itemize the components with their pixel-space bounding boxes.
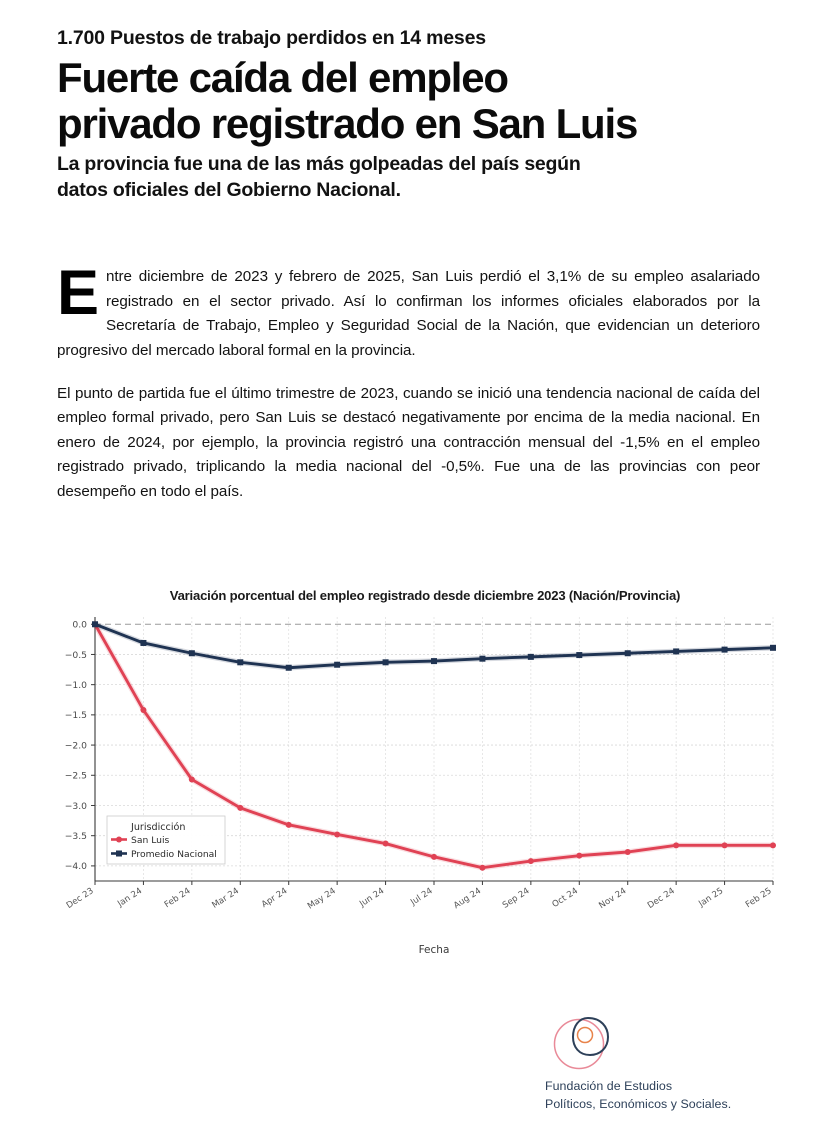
- y-axis-tick-label: −3.0: [64, 800, 87, 812]
- data-point-marker: [431, 854, 437, 860]
- logo-circles-icon: [552, 1010, 622, 1072]
- foundation-name: [545, 1078, 795, 1113]
- x-axis-tick-label: Apr 24: [259, 886, 290, 911]
- x-axis-tick-label: Dec 24: [645, 886, 677, 912]
- y-axis-tick-label: −3.5: [64, 830, 87, 842]
- data-point-marker: [334, 831, 340, 837]
- chart-title: Variación porcentual del empleo registrado desde diciembre 2023 (Nación/Provincia): [169, 588, 681, 603]
- footer-logo-block: [545, 1010, 795, 1113]
- y-axis-tick-label: −2.0: [64, 740, 87, 752]
- paragraph-1: [57, 258, 760, 364]
- line-chart-svg: [45, 609, 785, 954]
- data-point-marker: [528, 654, 534, 660]
- data-point-marker: [722, 842, 728, 848]
- chart-container: [45, 588, 785, 958]
- x-axis-tick-label: Jan 24: [116, 886, 145, 910]
- data-point-marker: [92, 621, 98, 627]
- foundation-logo-icon: [552, 1010, 622, 1072]
- data-point-marker: [625, 650, 631, 656]
- x-axis-tick-label: Oct 24: [550, 886, 580, 911]
- data-point-marker: [431, 658, 437, 664]
- data-point-marker: [237, 659, 243, 665]
- legend-marker: [116, 851, 122, 857]
- data-point-marker: [479, 865, 485, 871]
- headline-line-2: privado registrado en San Luis: [57, 99, 638, 147]
- x-axis-tick-label: Jun 24: [358, 886, 387, 910]
- data-point-marker: [479, 656, 485, 662]
- x-axis-tick-label: Jan 25: [697, 886, 726, 910]
- foundation-name-line-2: Políticos, Económicos y Sociales.: [545, 1096, 732, 1111]
- x-axis-tick-label: Nov 24: [597, 886, 629, 912]
- standfirst-line-1: La provincia fue una de las más golpeadas del país según: [57, 153, 581, 176]
- data-point-marker: [383, 841, 389, 847]
- paragraph-1-text: ntre diciembre de 2023 y febrero de 2025, San Luis perdió el 3,1% de su empleo asalariado registrado en el sector privado. Así lo confirman los informes oficiales elaborados por la Secretaría de Trabajo, Empleo y Seguridad Social de la Nación, que evidencian un deterioro progresivo del mercado laboral formal en la provincia.: [57, 268, 760, 359]
- x-axis-tick-label: Sep 24: [500, 886, 532, 911]
- legend-marker: [116, 837, 122, 843]
- paragraph-2: El punto de partida fue el último trimestre de 2023, cuando se inició una tendencia nacional de caída del empleo formal privado, pero San Luis se destacó negativamente por encima de la media nacional. En enero de 2024, por ejemplo, la provincia registró una contracción mensual del -1,5% en el empleo registrado privado, triplicando la media nacional del -0,5%. Fue una de las provincias con peor desempeño en todo el país.: [57, 384, 760, 500]
- data-point-marker: [189, 650, 195, 656]
- headline-line-1: Fuerte caída del empleo: [57, 54, 508, 102]
- data-point-marker: [334, 662, 340, 668]
- data-point-marker: [625, 849, 631, 855]
- x-axis-tick-label: Jul 24: [409, 886, 435, 908]
- data-point-marker: [673, 648, 679, 654]
- data-point-marker: [576, 853, 582, 859]
- y-axis-tick-label: 0.0: [72, 619, 87, 631]
- data-point-marker: [383, 659, 389, 665]
- chart-plot-area: [45, 609, 785, 954]
- legend-title: Jurisdicción: [131, 822, 186, 833]
- y-axis-tick-label: −2.5: [64, 770, 87, 782]
- data-point-marker: [237, 805, 243, 811]
- data-point-marker: [286, 822, 292, 828]
- article-header: [57, 27, 773, 204]
- drop-cap: E: [57, 258, 99, 328]
- x-axis-tick-label: Aug 24: [452, 886, 484, 912]
- x-axis-label: Fecha: [418, 944, 450, 954]
- page-title: [57, 55, 773, 146]
- standfirst-line-2: datos oficiales del Gobierno Nacional.: [57, 179, 401, 202]
- data-point-marker: [576, 652, 582, 658]
- y-axis-tick-label: −1.0: [64, 679, 87, 691]
- data-point-marker: [770, 645, 776, 651]
- kicker: 1.700 Puestos de trabajo perdidos en 14 meses: [57, 27, 486, 49]
- y-axis-tick-label: −0.5: [64, 649, 87, 661]
- chart-legend: [107, 816, 225, 864]
- legend-label: Promedio Nacional: [131, 849, 217, 860]
- foundation-name-line-1: Fundación de Estudios: [545, 1079, 673, 1093]
- x-axis-tick-label: May 24: [305, 886, 338, 912]
- y-axis-tick-label: −1.5: [64, 710, 87, 722]
- article-body: [57, 258, 760, 523]
- y-axis-tick-label: −4.0: [64, 861, 87, 873]
- x-axis-tick-label: Feb 24: [162, 886, 193, 911]
- legend-label: San Luis: [131, 835, 170, 846]
- data-point-marker: [673, 842, 679, 848]
- standfirst: [57, 151, 773, 204]
- x-axis-tick-label: Dec 23: [64, 886, 96, 912]
- data-point-marker: [286, 665, 292, 671]
- x-axis-tick-label: Feb 25: [743, 886, 774, 911]
- data-point-marker: [140, 640, 146, 646]
- data-point-marker: [528, 858, 534, 864]
- data-point-marker: [189, 777, 195, 783]
- data-point-marker: [722, 647, 728, 653]
- data-point-marker: [770, 842, 776, 848]
- data-point-marker: [140, 707, 146, 713]
- x-axis-tick-label: Mar 24: [210, 886, 241, 911]
